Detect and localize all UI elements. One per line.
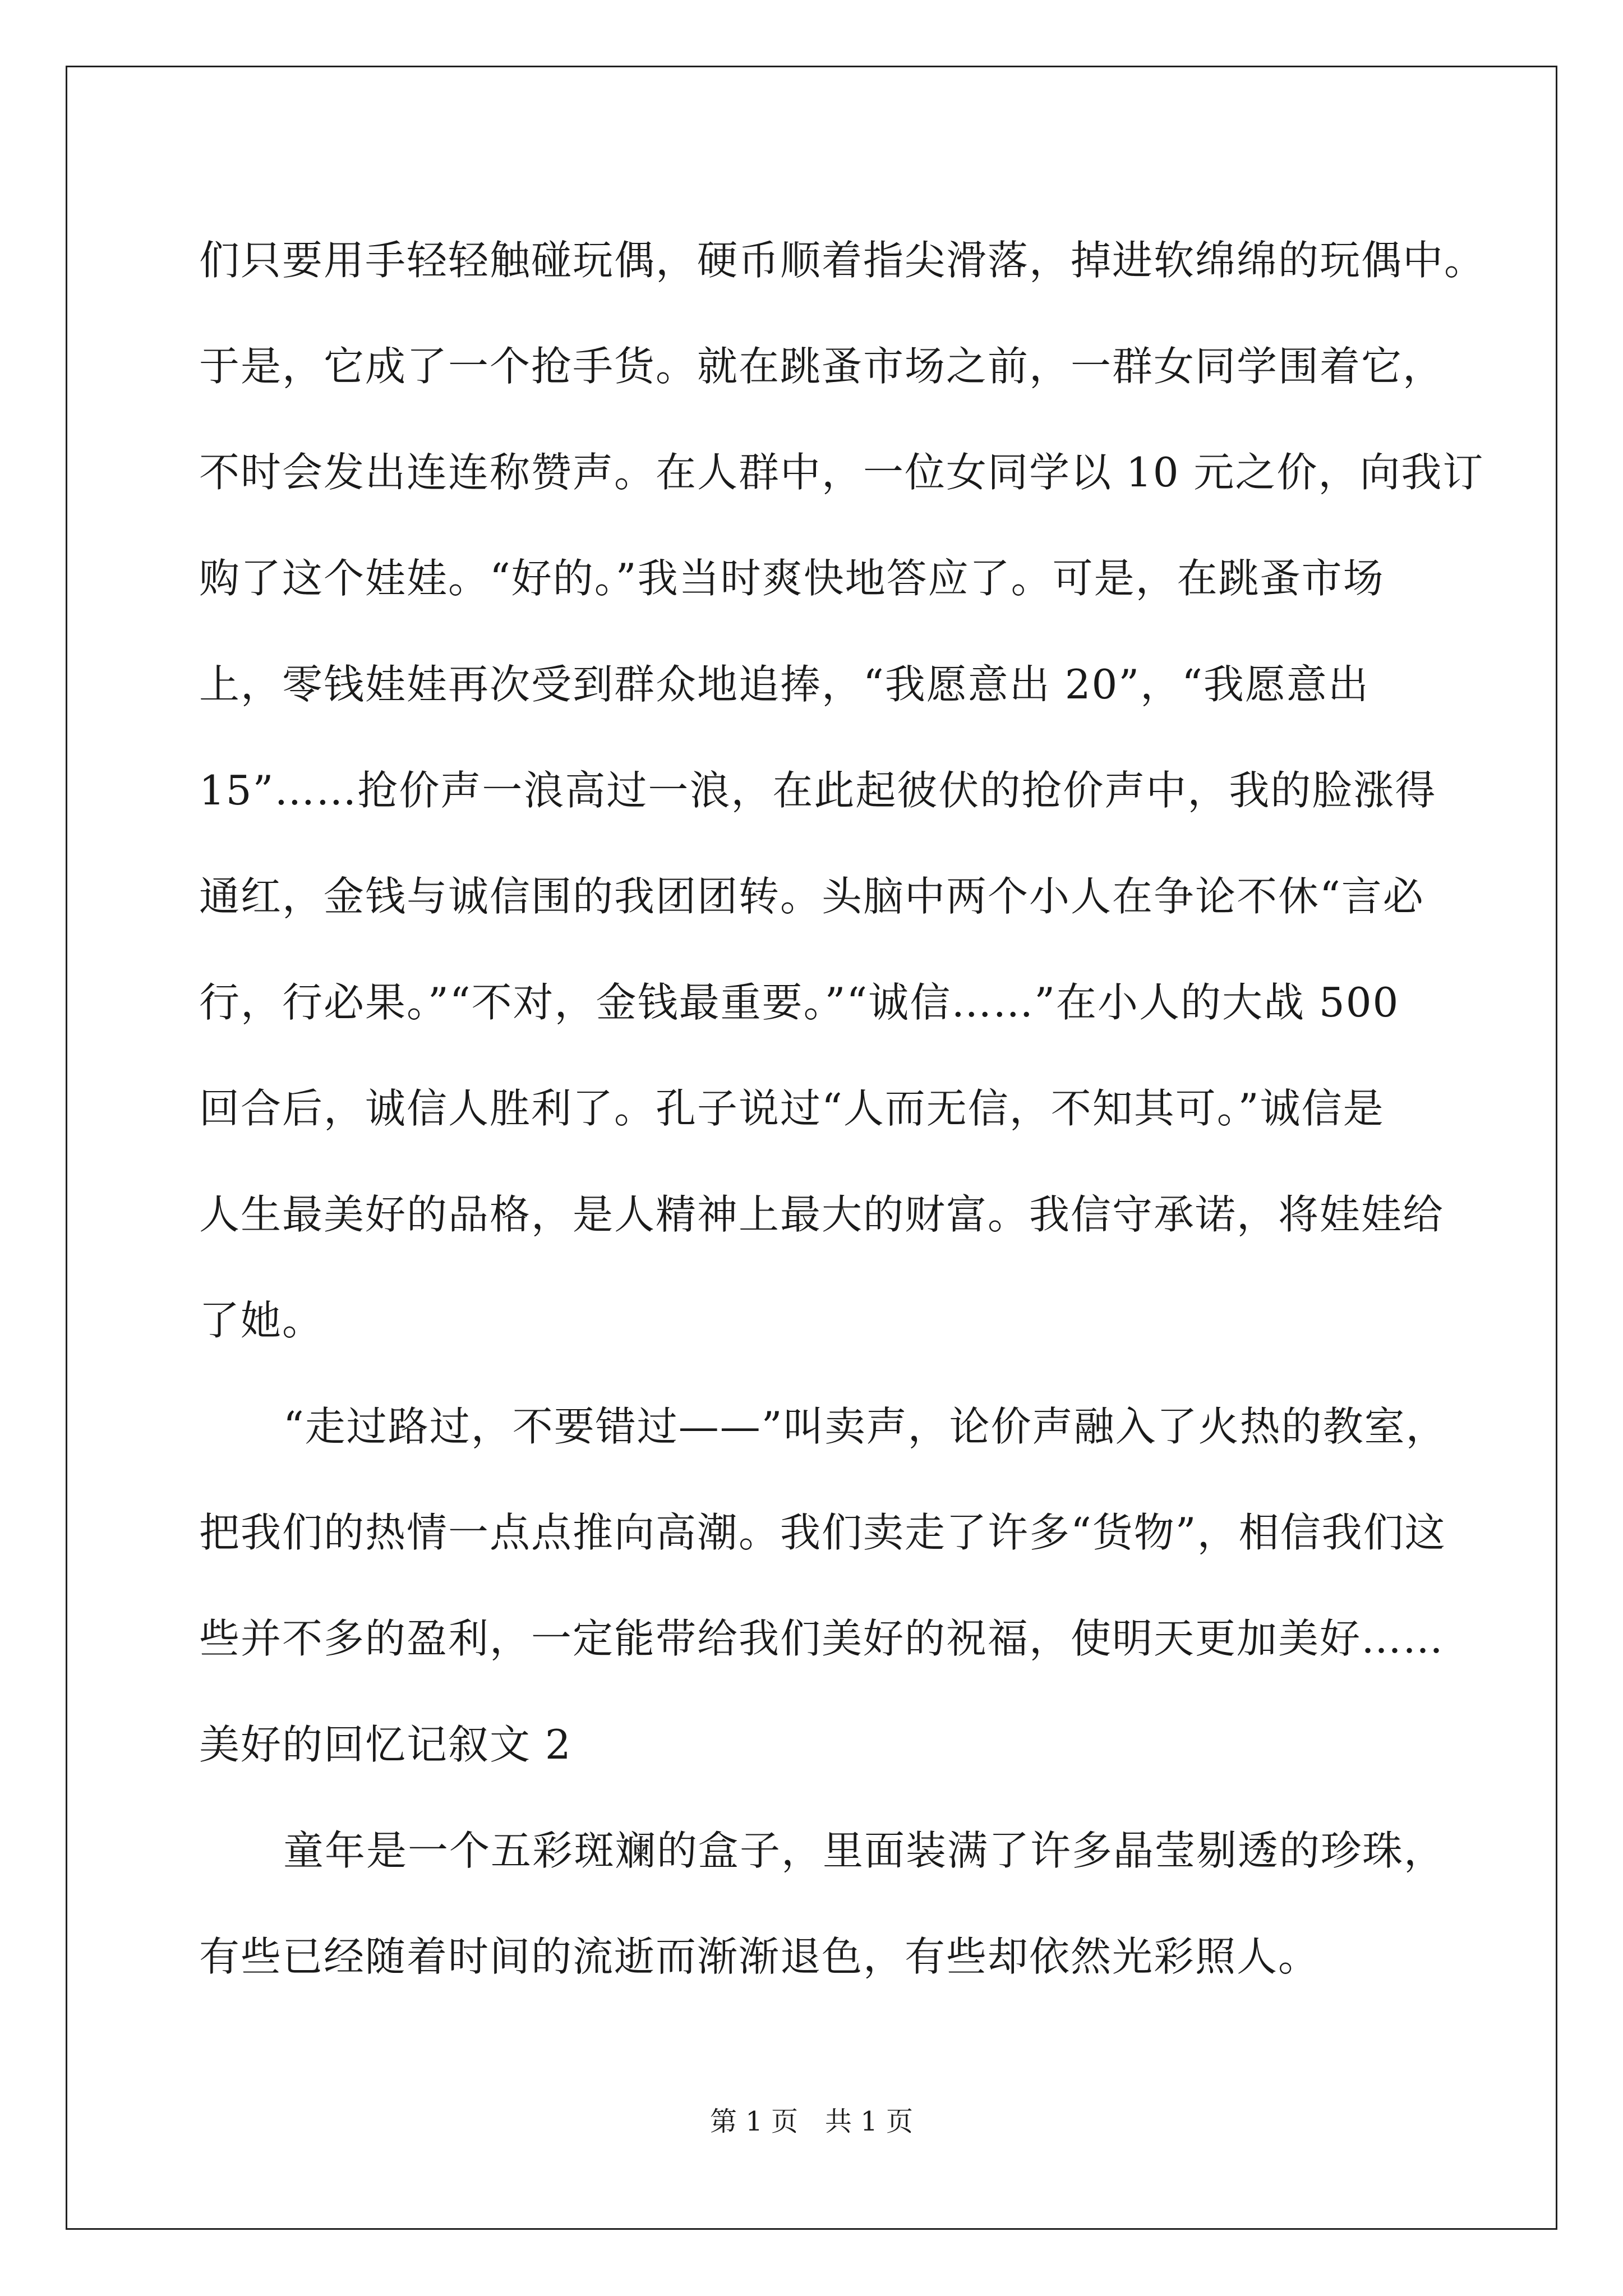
text-line: 回合后，诚信人胜利了。孔子说过“人而无信，不知其可。”诚信是 xyxy=(199,1085,1385,1132)
text-line: 们只要用手轻轻触碰玩偶，硬币顺着指尖滑落，掉进软绵绵的玩偶中。 xyxy=(199,237,1486,284)
paragraph-start-line: 童年是一个五彩斑斓的盒子，里面装满了许多晶莹剔透的珍珠， xyxy=(283,1827,1446,1874)
text-line: 人生最美好的品格，是人精神上最大的财富。我信守承诺，将娃娃给 xyxy=(199,1191,1445,1238)
text-line: 些并不多的盈利，一定能带给我们美好的祝福，使明天更加美好…… xyxy=(199,1615,1445,1662)
text-line: 把我们的热情一点点推向高潮。我们卖走了许多“货物”，相信我们这 xyxy=(199,1509,1446,1556)
paragraph-start-line: “走过路过，不要错过——”叫卖声，论价声融入了火热的教室， xyxy=(283,1403,1447,1450)
text-line: 于是，它成了一个抢手货。就在跳蚤市场之前，一群女同学围着它， xyxy=(199,343,1445,390)
text-line: 通红，金钱与诚信围的我团团转。头脑中两个小人在争论不休“言必 xyxy=(199,873,1424,920)
page-footer: 第 1 页 共 1 页 xyxy=(709,2106,914,2137)
text-line: 行，行必果。”“不对，金钱最重要。”“诚信……”在小人的大战 500 xyxy=(199,979,1400,1026)
section-heading: 美好的回忆记叙文 2 xyxy=(199,1721,572,1768)
text-line: 不时会发出连连称赞声。在人群中，一位女同学以 10 元之价，向我订 xyxy=(199,449,1484,496)
text-line: 了她。 xyxy=(199,1297,324,1344)
text-line: 有些已经随着时间的流逝而渐渐退色，有些却依然光彩照人。 xyxy=(199,1933,1320,1980)
document-body xyxy=(199,208,1486,2010)
text-line: 15”……抢价声一浪高过一浪，在此起彼伏的抢价声中，我的脸涨得 xyxy=(199,767,1437,814)
text-line: 上，零钱娃娃再次受到群众地追捧，“我愿意出 20”，“我愿意出 xyxy=(199,661,1370,708)
text-line: 购了这个娃娃。“好的。”我当时爽快地答应了。可是，在跳蚤市场 xyxy=(199,555,1385,602)
